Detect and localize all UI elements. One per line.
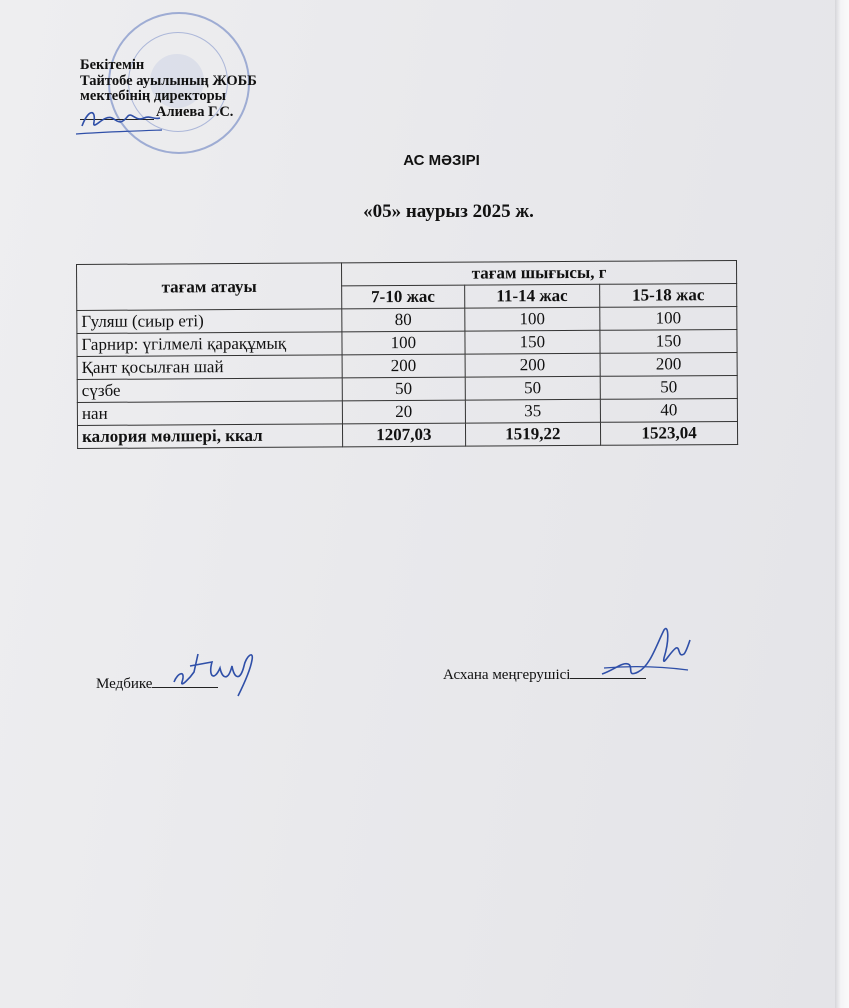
nurse-signature <box>168 642 258 698</box>
portion-cell: 20 <box>342 400 465 424</box>
calorie-total-row <box>77 421 737 448</box>
portion-cell: 50 <box>600 375 737 399</box>
approval-line-2: Тайтобе ауылының ЖОББ <box>80 72 257 89</box>
portion-cell: 100 <box>342 331 465 355</box>
portion-cell: 50 <box>465 376 601 400</box>
age-group-header: 15-18 жас <box>600 283 737 307</box>
approval-line-3: мектебінің директоры <box>80 88 226 104</box>
dish-name: Гарнир: үгілмелі қарақұмық <box>77 332 342 357</box>
dish-name: Қант қосылған шай <box>77 355 342 380</box>
portion-cell: 80 <box>342 308 465 332</box>
calorie-total-cell: 1519,22 <box>465 422 601 446</box>
portion-cell: 100 <box>600 306 737 330</box>
portion-cell: 150 <box>600 329 737 353</box>
director-signature <box>74 104 164 140</box>
age-group-header: 11-14 жас <box>464 284 600 308</box>
calorie-total-cell: 1523,04 <box>600 421 737 445</box>
dish-name-header: тағам атауы <box>77 263 342 311</box>
portion-cell: 200 <box>342 354 465 378</box>
portion-cell: 200 <box>465 353 601 377</box>
canteen-manager-label: Асхана меңгерушісі <box>443 667 571 683</box>
output-header: тағам шығысы, г <box>341 260 736 285</box>
dish-name: Гуляш (сиыр еті) <box>77 309 342 334</box>
nurse-label: Медбике <box>96 676 153 692</box>
calorie-total-label: калория мөлшері, ккал <box>77 424 342 449</box>
portion-cell: 40 <box>600 398 737 422</box>
director-name: Алиева Г.С. <box>156 103 234 120</box>
approval-line-1: Бекітемін <box>80 57 145 73</box>
menu-table <box>76 260 738 449</box>
canteen-manager-signature <box>598 622 694 684</box>
calorie-total-cell: 1207,03 <box>342 423 465 447</box>
page-title: АС МӘЗІРІ <box>403 152 480 169</box>
portion-cell: 200 <box>600 352 737 376</box>
portion-cell: 50 <box>342 377 465 401</box>
menu-date: «05» наурыз 2025 ж. <box>363 201 534 222</box>
dish-name: нан <box>77 401 342 426</box>
age-group-header: 7-10 жас <box>342 285 465 309</box>
portion-cell: 35 <box>465 399 601 423</box>
portion-cell: 150 <box>465 330 601 354</box>
dish-name: сүзбе <box>77 378 342 403</box>
portion-cell: 100 <box>464 307 600 331</box>
